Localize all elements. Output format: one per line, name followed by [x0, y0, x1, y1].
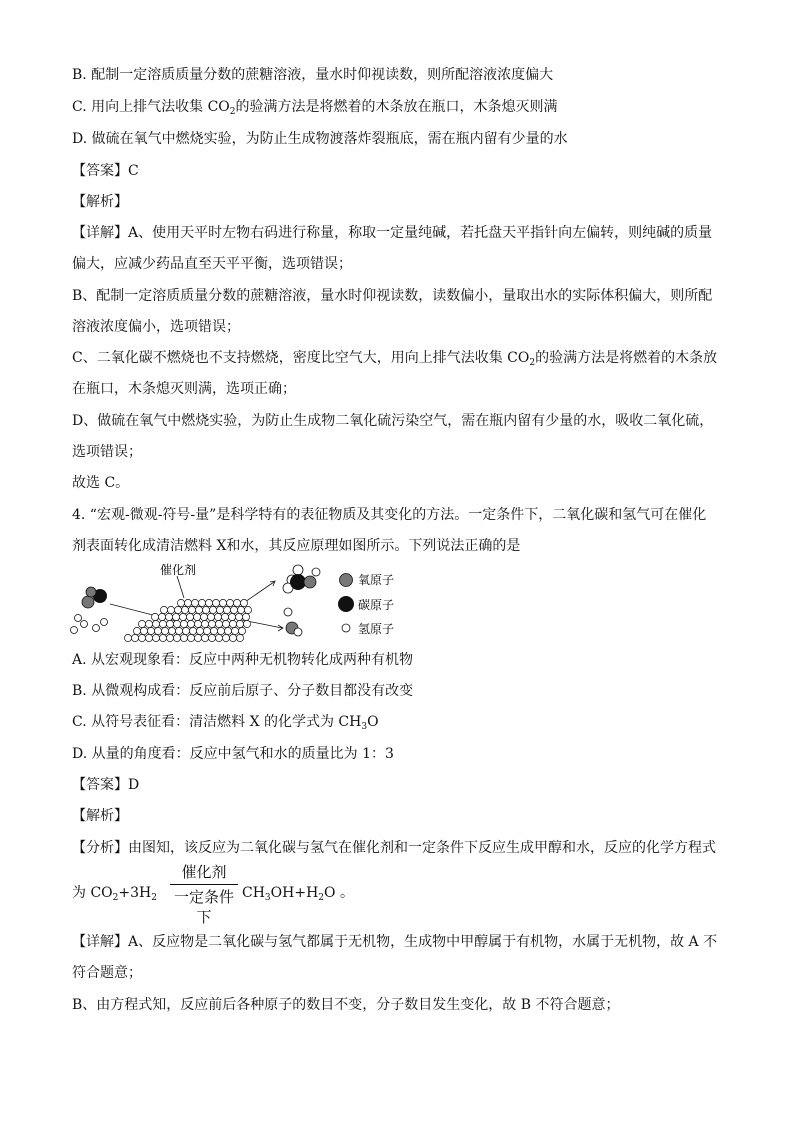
q4-stem-line2: 剂表面转化成清洁燃料 X和水，其反应原理如图所示。下列说法正确的是	[72, 538, 521, 554]
catalyst-particle	[215, 634, 222, 641]
legend-hydrogen-swatch	[342, 624, 350, 632]
catalyst-particle	[215, 620, 222, 627]
q3-option-c	[72, 98, 558, 116]
q4-detail-a-line2: 符合题意；	[72, 965, 142, 981]
catalyst-particle	[189, 627, 196, 634]
catalyst-particle	[172, 613, 179, 620]
legend-oxygen-swatch	[340, 574, 353, 587]
q4-stem-line1: 4. “宏观-微观-符号-量”是科学特有的表征物质及其变化的方法。一定条件下，二氧化碳和氢气可在催化	[72, 507, 707, 523]
catalyst-particle	[154, 627, 161, 634]
reactant-h2-atom	[81, 621, 88, 628]
catalyst-particle	[226, 599, 233, 606]
catalyst-particle	[161, 627, 168, 634]
catalyst-particle	[242, 613, 249, 620]
equation-left	[72, 884, 157, 902]
catalyst-particle	[140, 627, 147, 634]
catalyst-particle	[209, 606, 216, 613]
catalyst-particle	[186, 613, 193, 620]
catalyst-particle	[208, 620, 215, 627]
catalyst-label: 催化剂	[160, 563, 197, 577]
catalyst-particle	[152, 634, 159, 641]
q3-detail-c-line1	[72, 349, 717, 367]
equation-condition	[170, 862, 238, 926]
product-methanol-hydrogen-atom	[293, 565, 303, 575]
q3-option-b: B. 配制一定溶质质量分数的蔗糖溶液，量水时仰视读数，则所配溶液浓度偏大	[72, 67, 554, 83]
legend-carbon-swatch	[338, 596, 354, 612]
q3-detail-c-line2: 在瓶口，木条熄灭则满，选项正确；	[72, 381, 296, 397]
catalyst-pointer-line	[177, 576, 184, 598]
catalyst-particle	[166, 620, 173, 627]
catalyst-particle	[193, 613, 200, 620]
q3-option-c-post: 的验满方法是将燃着的木条放在瓶口，木条熄灭则满	[235, 99, 558, 115]
catalyst-particle	[173, 634, 180, 641]
catalyst-particle	[210, 627, 217, 634]
catalyst-particle	[166, 634, 173, 641]
q3-detail-d-line1: D、做硫在氧气中燃烧实验，为防止生成物二氧化硫污染空气，需在瓶内留有少量的水，吸收二氧化硫，	[72, 413, 714, 429]
catalyst-surface	[124, 599, 251, 641]
catalyst-particle	[177, 599, 184, 606]
catalyst-particle	[179, 613, 186, 620]
q4-detail-b: B、由方程式知，反应前后各种原子的数目不变，分子数目发生变化，故 B 不符合题意；	[72, 997, 620, 1013]
catalyst-particle	[147, 627, 154, 634]
q4-option-b: B. 从微观构成看：反应前后原子、分子数目都没有改变	[72, 683, 414, 699]
catalyst-particle	[194, 634, 201, 641]
catalyst-particle	[244, 606, 251, 613]
q4-analysis-label: 【解析】	[72, 808, 128, 824]
reactant-h2-atom	[71, 627, 78, 634]
catalyst-particle	[174, 606, 181, 613]
q3-option-c-sub: 2	[229, 107, 236, 117]
q3-detail-c-post: 的验满方法是将燃着的木条放	[535, 350, 718, 366]
q4-option-d: D. 从量的角度看：反应中氢气和水的质量比为 1：3	[72, 746, 394, 762]
q3-detail-d-line2: 选项错误；	[72, 444, 142, 460]
catalyst-particle	[236, 634, 243, 641]
q3-option-d: D. 做硫在氧气中燃烧实验，为防止生成物渡落炸裂瓶底，需在瓶内留有少量的水	[72, 131, 568, 147]
catalyst-particle	[124, 634, 131, 641]
catalyst-particle	[188, 606, 195, 613]
catalyst-particle	[165, 613, 172, 620]
product-methanol-oxygen-atom	[304, 576, 316, 588]
catalyst-particle	[223, 606, 230, 613]
q4-answer: 【答案】D	[72, 777, 140, 793]
equation-right	[242, 884, 354, 902]
equation-product1-post: OH+H	[270, 885, 319, 901]
reactant-co2-oxygen-atom	[86, 587, 96, 597]
catalyst-particle	[181, 606, 188, 613]
reactant-h2-atom	[93, 625, 100, 632]
q3-answer: 【答案】C	[72, 163, 139, 179]
catalyst-particle	[159, 620, 166, 627]
equation-product1-sub: 3	[264, 893, 271, 903]
equation-condition-top: 催化剂	[181, 863, 227, 881]
q4-option-c-pre: C. 从符号表征看：清洁燃料 X 的化学式为 CH	[72, 714, 362, 730]
catalyst-particle	[231, 627, 238, 634]
catalyst-particle	[208, 634, 215, 641]
catalyst-particle	[230, 606, 237, 613]
product-water-hydrogen-atom	[294, 628, 302, 636]
catalyst-particle	[159, 634, 166, 641]
catalyst-particle	[229, 634, 236, 641]
catalyst-particle	[138, 634, 145, 641]
catalyst-particle	[175, 627, 182, 634]
catalyst-particle	[194, 620, 201, 627]
catalyst-particle	[233, 599, 240, 606]
q3-detail-b-line1: B、配制一定溶质质量分数的蔗糖溶液，量水时仰视读数，读数偏小，量取出水的实际体积偏大，则所配	[72, 288, 713, 304]
reaction-diagram	[62, 560, 422, 650]
q3-option-c-pre: C. 用向上排气法收集 CO	[72, 99, 230, 115]
equation-h2-sub: 2	[151, 893, 157, 903]
reactant-co2-oxygen-atom	[82, 596, 94, 608]
catalyst-particle	[198, 599, 205, 606]
catalyst-particle	[235, 613, 242, 620]
q4-detail-a-line1: 【详解】A、反应物是二氧化碳与氢气都属于无机物，生成物中甲醇属于有机物，水属于无机物，故 A 不	[72, 934, 718, 950]
catalyst-particle	[202, 606, 209, 613]
catalyst-particle	[207, 613, 214, 620]
catalyst-particle	[237, 606, 244, 613]
catalyst-particle	[196, 627, 203, 634]
catalyst-particle	[133, 627, 140, 634]
q3-analysis-label: 【解析】	[72, 194, 128, 210]
catalyst-particle	[201, 620, 208, 627]
reactant-h2-atom	[75, 615, 82, 622]
catalyst-particle	[228, 613, 235, 620]
catalyst-particle	[138, 620, 145, 627]
catalyst-particle	[187, 620, 194, 627]
catalyst-particle	[229, 620, 236, 627]
catalyst-particle	[180, 620, 187, 627]
equation-plus: +3H	[118, 885, 152, 901]
catalyst-particle	[212, 599, 219, 606]
catalyst-particle	[222, 634, 229, 641]
catalyst-particle	[221, 613, 228, 620]
q4-fenxi-line1: 【分析】由图知，该反应为二氧化碳与氢气在催化剂和一定条件下反应生成甲醇和水，反应的化学方程式	[72, 840, 716, 856]
q3-detail-c-pre: C、二氧化碳不燃烧也不支持燃烧，密度比空气大，用向上排气法收集 CO	[72, 350, 530, 366]
catalyst-particle	[184, 599, 191, 606]
product-water-hydrogen-atom	[284, 608, 292, 616]
catalyst-particle	[200, 613, 207, 620]
catalyst-particle	[180, 634, 187, 641]
reactant-h2-atom	[101, 619, 108, 626]
equation-condition-bar	[170, 884, 238, 885]
catalyst-particle	[167, 606, 174, 613]
catalyst-particle	[152, 620, 159, 627]
catalyst-particle	[191, 599, 198, 606]
catalyst-particle	[236, 620, 243, 627]
product-methanol-hydrogen-atom	[312, 568, 320, 576]
q4-option-c	[72, 713, 379, 731]
legend-carbon-label: 碳原子	[358, 598, 395, 612]
equation-co2-sub: 2	[112, 893, 119, 903]
catalyst-particle	[187, 634, 194, 641]
q3-detail-c-sub: 2	[529, 358, 536, 368]
catalyst-particle	[224, 627, 231, 634]
catalyst-particle	[151, 613, 158, 620]
catalyst-particle	[214, 613, 221, 620]
q4-option-c-post: O	[367, 714, 379, 730]
catalyst-particle	[217, 627, 224, 634]
catalyst-particle	[182, 627, 189, 634]
catalyst-particle	[243, 620, 250, 627]
catalyst-particle	[216, 606, 223, 613]
catalyst-particle	[195, 606, 202, 613]
catalyst-particle	[203, 627, 210, 634]
catalyst-particle	[160, 606, 167, 613]
catalyst-particle	[168, 627, 175, 634]
equation-product2-sub: 2	[318, 893, 325, 903]
q3-detail-a-line1: 【详解】A、使用天平时左物右码进行称量，称取一定量纯碱，若托盘天平指针向左偏转，则纯碱的质量	[72, 225, 713, 241]
catalyst-particle	[240, 599, 247, 606]
catalyst-particle	[222, 620, 229, 627]
catalyst-particle	[131, 634, 138, 641]
catalyst-particle	[205, 599, 212, 606]
q3-choose: 故选 C。	[72, 475, 130, 491]
catalyst-particle	[219, 599, 226, 606]
equation-prefix: 为 CO	[72, 885, 113, 901]
catalyst-particle	[201, 634, 208, 641]
catalyst-particle	[145, 634, 152, 641]
q3-detail-a-line2: 偏大，应减少药品直至天平平衡，选项错误；	[72, 256, 352, 272]
legend-hydrogen-label: 氢原子	[358, 622, 395, 636]
catalyst-particle	[173, 620, 180, 627]
equation-product2-post: O 。	[324, 885, 354, 901]
q4-option-a: A. 从宏观现象看：反应中两种无机物转化成两种有机物	[72, 652, 414, 668]
catalyst-particle	[158, 613, 165, 620]
q3-detail-b-line2: 溶液浓度偏小，选项错误；	[72, 319, 240, 335]
catalyst-particle	[145, 620, 152, 627]
equation-product1-pre: CH	[242, 885, 265, 901]
catalyst-particle	[238, 627, 245, 634]
q4-option-c-sub: 3	[361, 722, 368, 732]
legend-oxygen-label: 氧原子	[358, 573, 395, 587]
equation-condition-bottom: 一定条件下	[173, 888, 234, 926]
